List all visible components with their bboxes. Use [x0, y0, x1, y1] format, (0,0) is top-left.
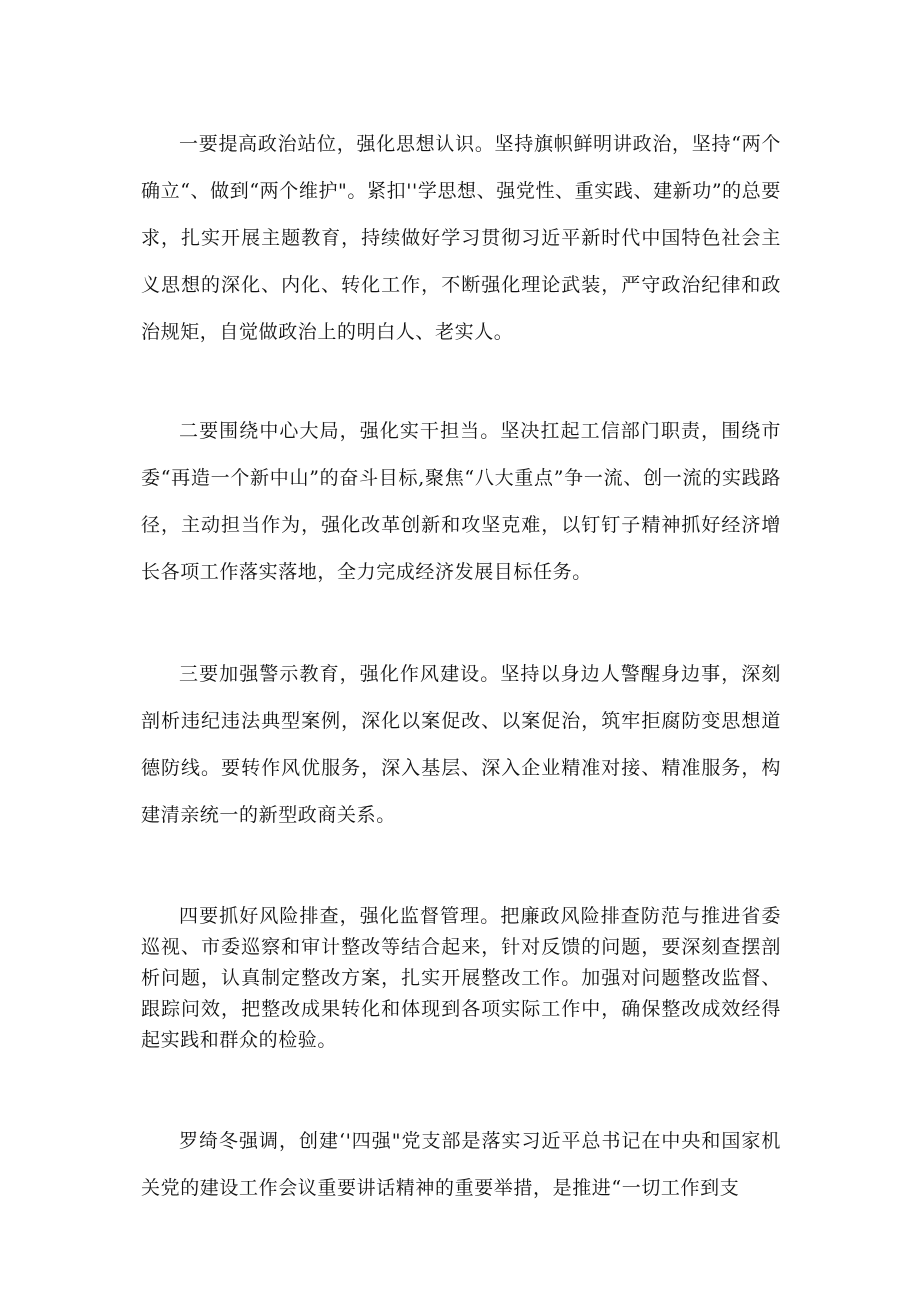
paragraph-4: 四要抓好风险排查，强化监督管理。把廉政风险排查防范与推进省委巡视、市委巡察和审计整改等结合起来，针对反馈的问题，要深刻查摆剖析问题，认真制定整改方案，扎实开展整改工作。加强对问题整改监督、跟踪问效，把整改成果转化和体现到各项实际工作中，确保整改成效经得起实践和群众的检验。	[141, 905, 781, 1051]
paragraph-3: 三要加强警示教育，强化作风建设。坚持以身边人警醒身边事，深刻剖析违纪违法典型案例，深化以案促改、以案促治，筑牢拒腐防变思想道德防线。要转作风优服务，深入基层、深入企业精准对接、精准服务，构建清亲统一的新型政商关系。	[141, 663, 781, 826]
paragraph-1: 一要提高政治站位，强化思想认识。坚持旗帜鲜明讲政治，坚持“两个确立“、做到“两个维护"。紧扣''学思想、强党性、重实践、建新功”的总要求，扎实开展主题教育，持续做好学习贯彻习近平新时代中国特色社会主义思想的深化、内化、转化工作，不断强化理论武装，严守政治纪律和政治规矩，自觉做政治上的明白人、老实人。	[141, 133, 781, 343]
paragraph-2: 二要围绕中心大局，强化实干担当。坚决扛起工信部门职责，围绕市委“再造一个新中山”的奋斗目标,聚焦“八大重点”争一流、创一流的实践路径，主动担当作为，强化改革创新和攻坚克难，以钉钉子精神抓好经济增长各项工作落实落地，全力完成经济发展目标任务。	[141, 420, 781, 583]
paragraph-5: 罗绮冬强调，创建‘'四强"党支部是落实习近平总书记在中央和国家机关党的建设工作会议重要讲话精神的重要举措，是推进“一切工作到支	[141, 1130, 781, 1199]
